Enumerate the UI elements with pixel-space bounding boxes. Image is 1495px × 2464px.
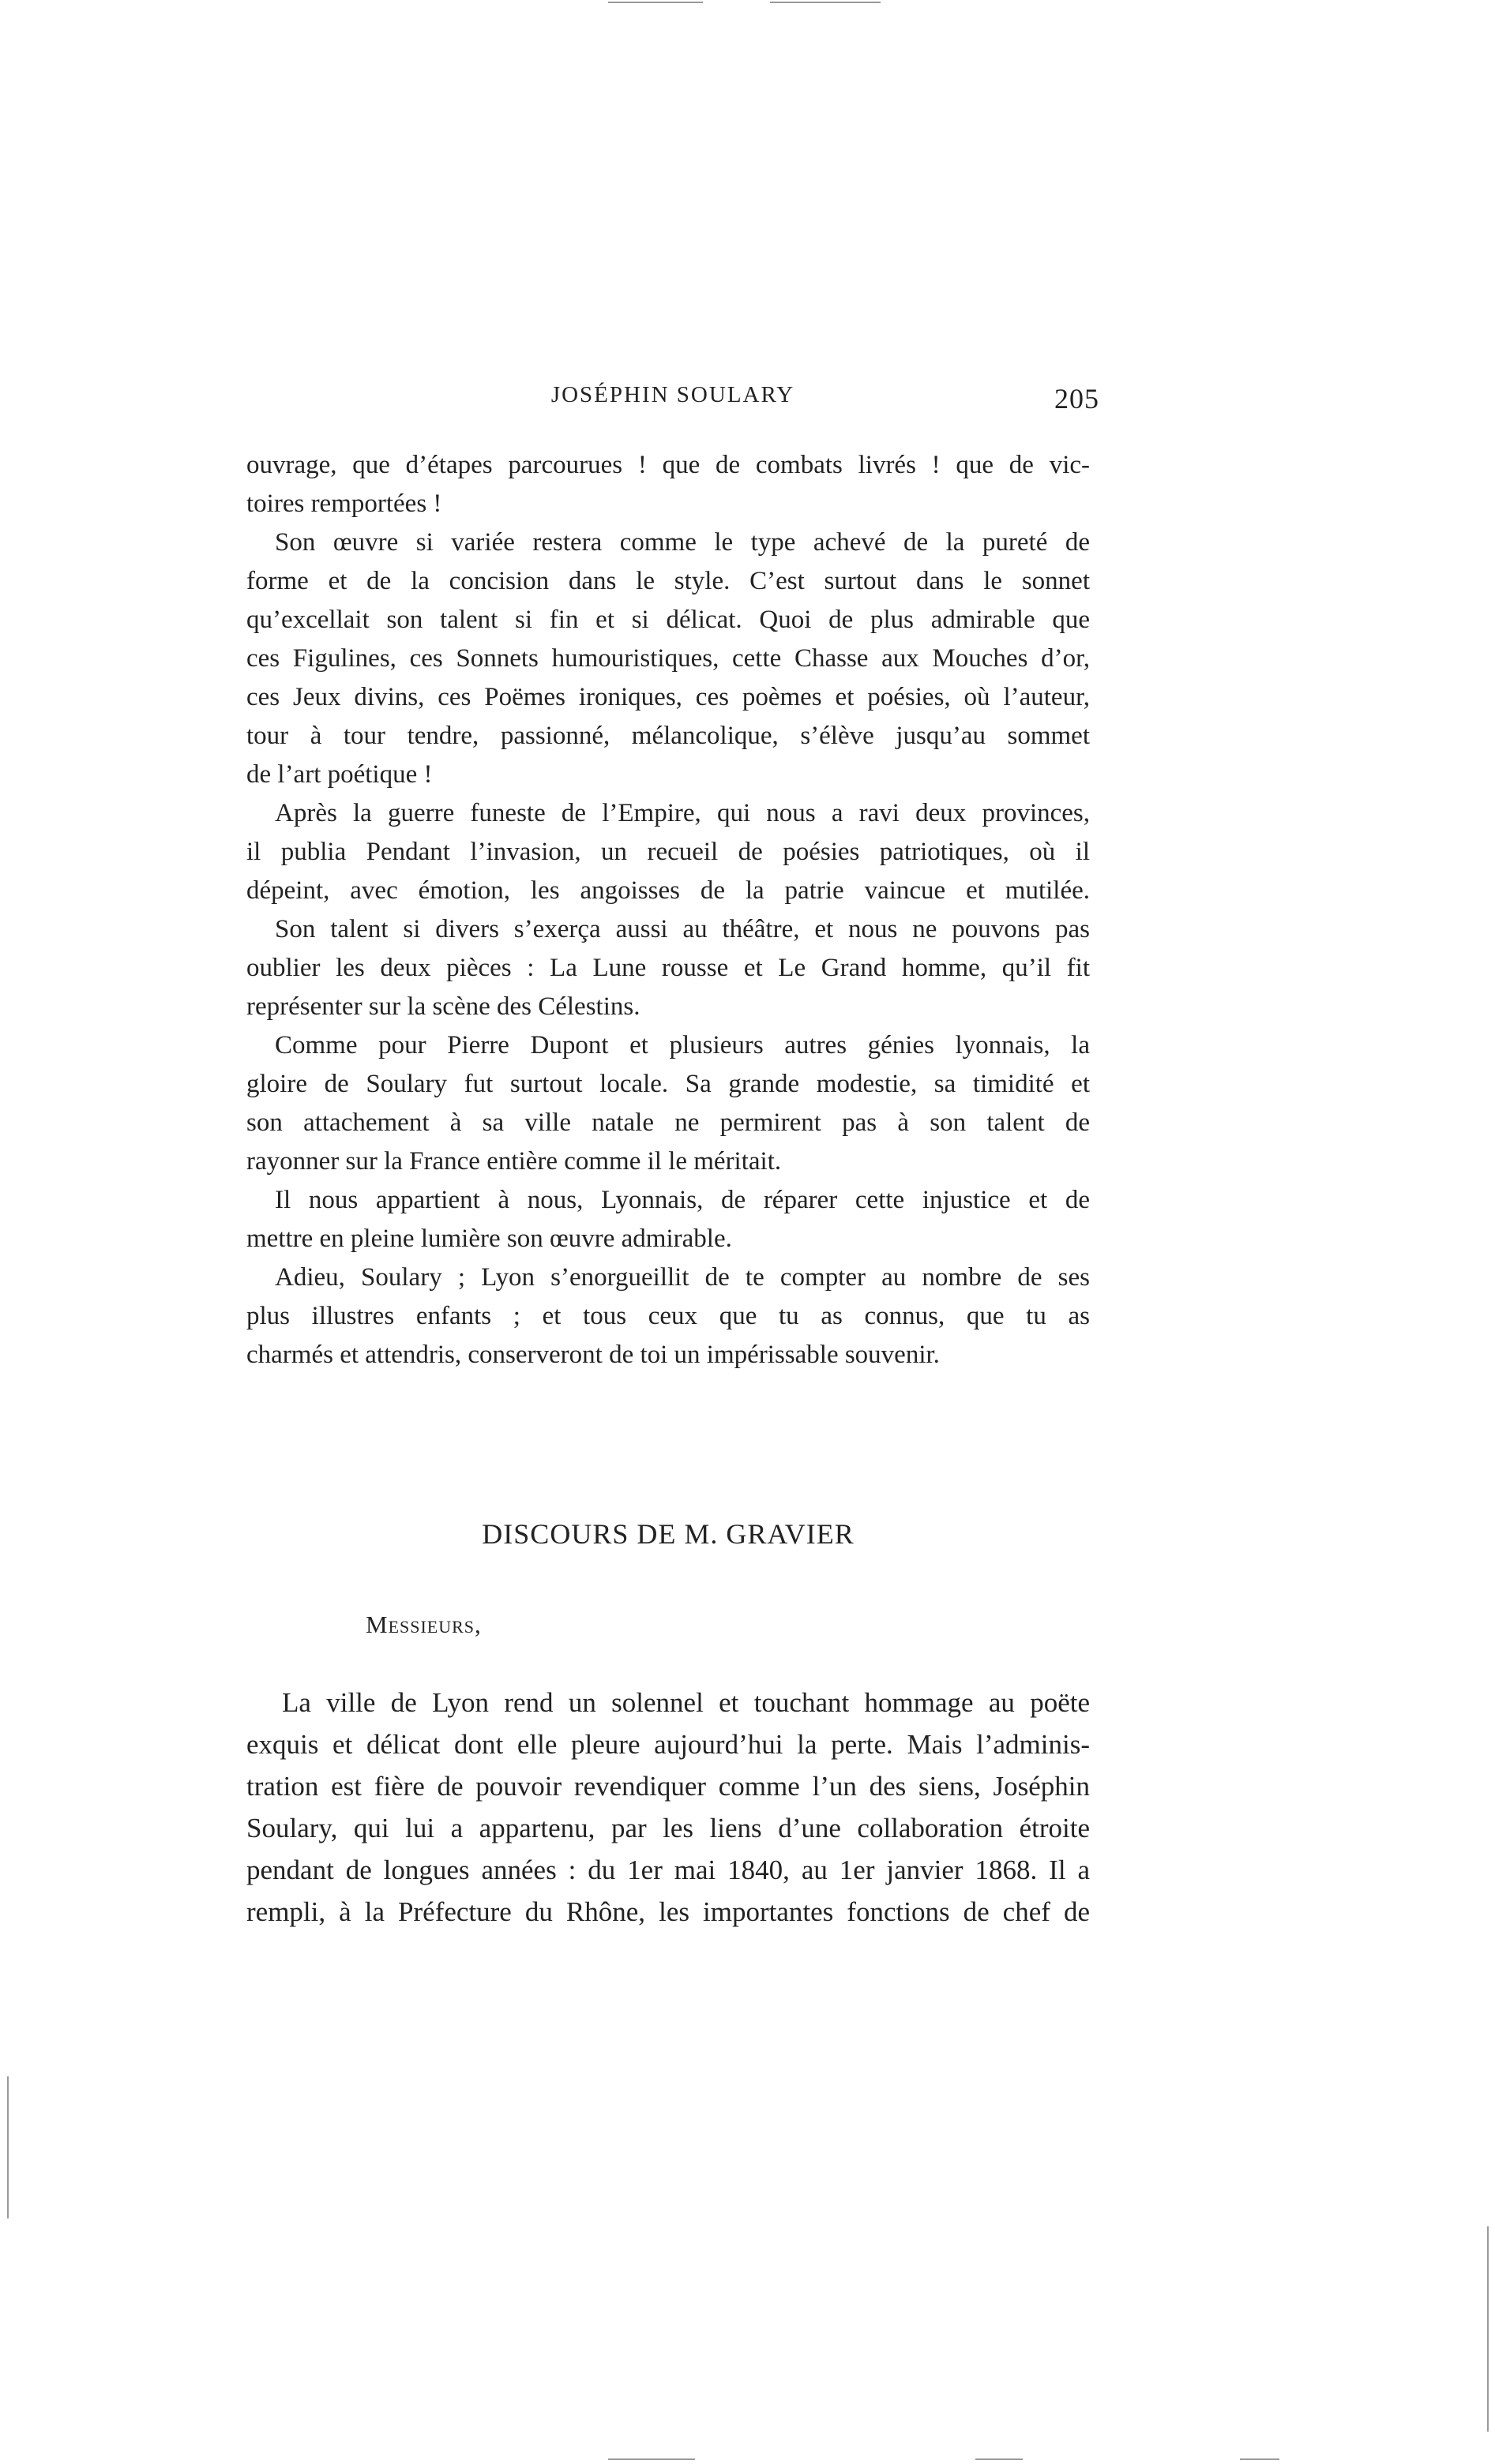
tribute-text — [246, 446, 1090, 1375]
text-line: pendant de longues années : du 1er mai 1840, au 1er janvier 1868. Il a — [246, 1855, 1090, 1885]
scan-mark-top-2 — [770, 2, 881, 3]
salutation: Messieurs, — [366, 1611, 482, 1638]
text-line: Son œuvre si variée restera comme le type achevé de la pureté de — [275, 528, 1090, 557]
running-title: JOSÉPHIN SOULARY — [550, 382, 795, 407]
text-line: il publia Pendant l’invasion, un recueil de poésies patriotiques, où il — [246, 838, 1090, 866]
text-line: tration est fière de pouvoir revendiquer comme l’un des siens, Joséphin — [246, 1771, 1090, 1802]
page-number: 205 — [1054, 383, 1099, 414]
text-line: ouvrage, que d’étapes parcourues ! que de combats livrés ! que de vic- — [246, 451, 1090, 479]
text-line: gloire de Soulary fut surtout locale. Sa grande modestie, sa timidité et — [246, 1070, 1090, 1098]
text-line: Soulary, qui lui a appartenu, par les liens d’une collaboration étroite — [246, 1813, 1090, 1843]
text-line: rempli, à la Préfecture du Rhône, les importantes fonctions de chef de — [246, 1896, 1090, 1927]
scan-mark-bottom — [608, 2458, 695, 2460]
text-line: représenter sur la scène des Célestins. — [246, 992, 640, 1021]
section-heading: DISCOURS DE M. GRAVIER — [482, 1518, 855, 1550]
scan-mark-right — [1487, 2226, 1489, 2432]
running-head — [246, 382, 1099, 422]
text-line: tour à tour tendre, passionné, mélancolique, s’élève jusqu’au sommet — [246, 722, 1090, 750]
text-line: plus illustres enfants ; et tous ceux que tu as connus, que tu as — [246, 1302, 1090, 1330]
scan-mark-left — [7, 2076, 9, 2218]
scan-mark-bottom-3 — [1240, 2458, 1279, 2460]
scan-mark-bottom-2 — [975, 2458, 1023, 2460]
text-line: mettre en pleine lumière son œuvre admirable. — [246, 1224, 732, 1253]
text-line: Adieu, Soulary ; Lyon s’enorgueillit de te compter au nombre de ses — [275, 1263, 1090, 1292]
text-line: rayonner sur la France entière comme il le méritait. — [246, 1147, 782, 1176]
text-line: dépeint, avec émotion, les angoisses de la patrie vaincue et mutilée. — [246, 876, 1090, 905]
text-line: Comme pour Pierre Dupont et plusieurs autres génies lyonnais, la — [275, 1031, 1090, 1059]
text-line: ces Jeux divins, ces Poëmes ironiques, ces poèmes et poésies, où l’auteur, — [246, 683, 1090, 711]
text-line: toires remportées ! — [246, 489, 442, 518]
text-line: son attachement à sa ville natale ne permirent pas à son talent de — [246, 1108, 1090, 1137]
text-line: La ville de Lyon rend un solennel et touchant hommage au poëte — [282, 1687, 1090, 1718]
text-line: de l’art poétique ! — [246, 760, 433, 789]
text-line: Son talent si divers s’exerça aussi au théâtre, et nous ne pouvons pas — [275, 915, 1090, 943]
text-line: Après la guerre funeste de l’Empire, qui nous a ravi deux provinces, — [275, 799, 1090, 827]
text-line: forme et de la concision dans le style. C’est surtout dans le sonnet — [246, 567, 1090, 595]
text-line: qu’excellait son talent si fin et si délicat. Quoi de plus admirable que — [246, 606, 1090, 634]
text-line: charmés et attendris, conserveront de toi un impérissable souvenir. — [246, 1341, 940, 1369]
text-line: oublier les deux pièces : La Lune rousse et Le Grand homme, qu’il fit — [246, 954, 1090, 982]
scan-mark-top — [608, 2, 703, 3]
text-line: ces Figulines, ces Sonnets humouristiques, cette Chasse aux Mouches d’or, — [246, 644, 1090, 673]
text-line: exquis et délicat dont elle pleure aujourd’hui la perte. Mais l’adminis- — [246, 1729, 1090, 1760]
text-line: Il nous appartient à nous, Lyonnais, de réparer cette injustice et de — [275, 1186, 1090, 1214]
speech-text — [246, 1682, 1090, 1933]
